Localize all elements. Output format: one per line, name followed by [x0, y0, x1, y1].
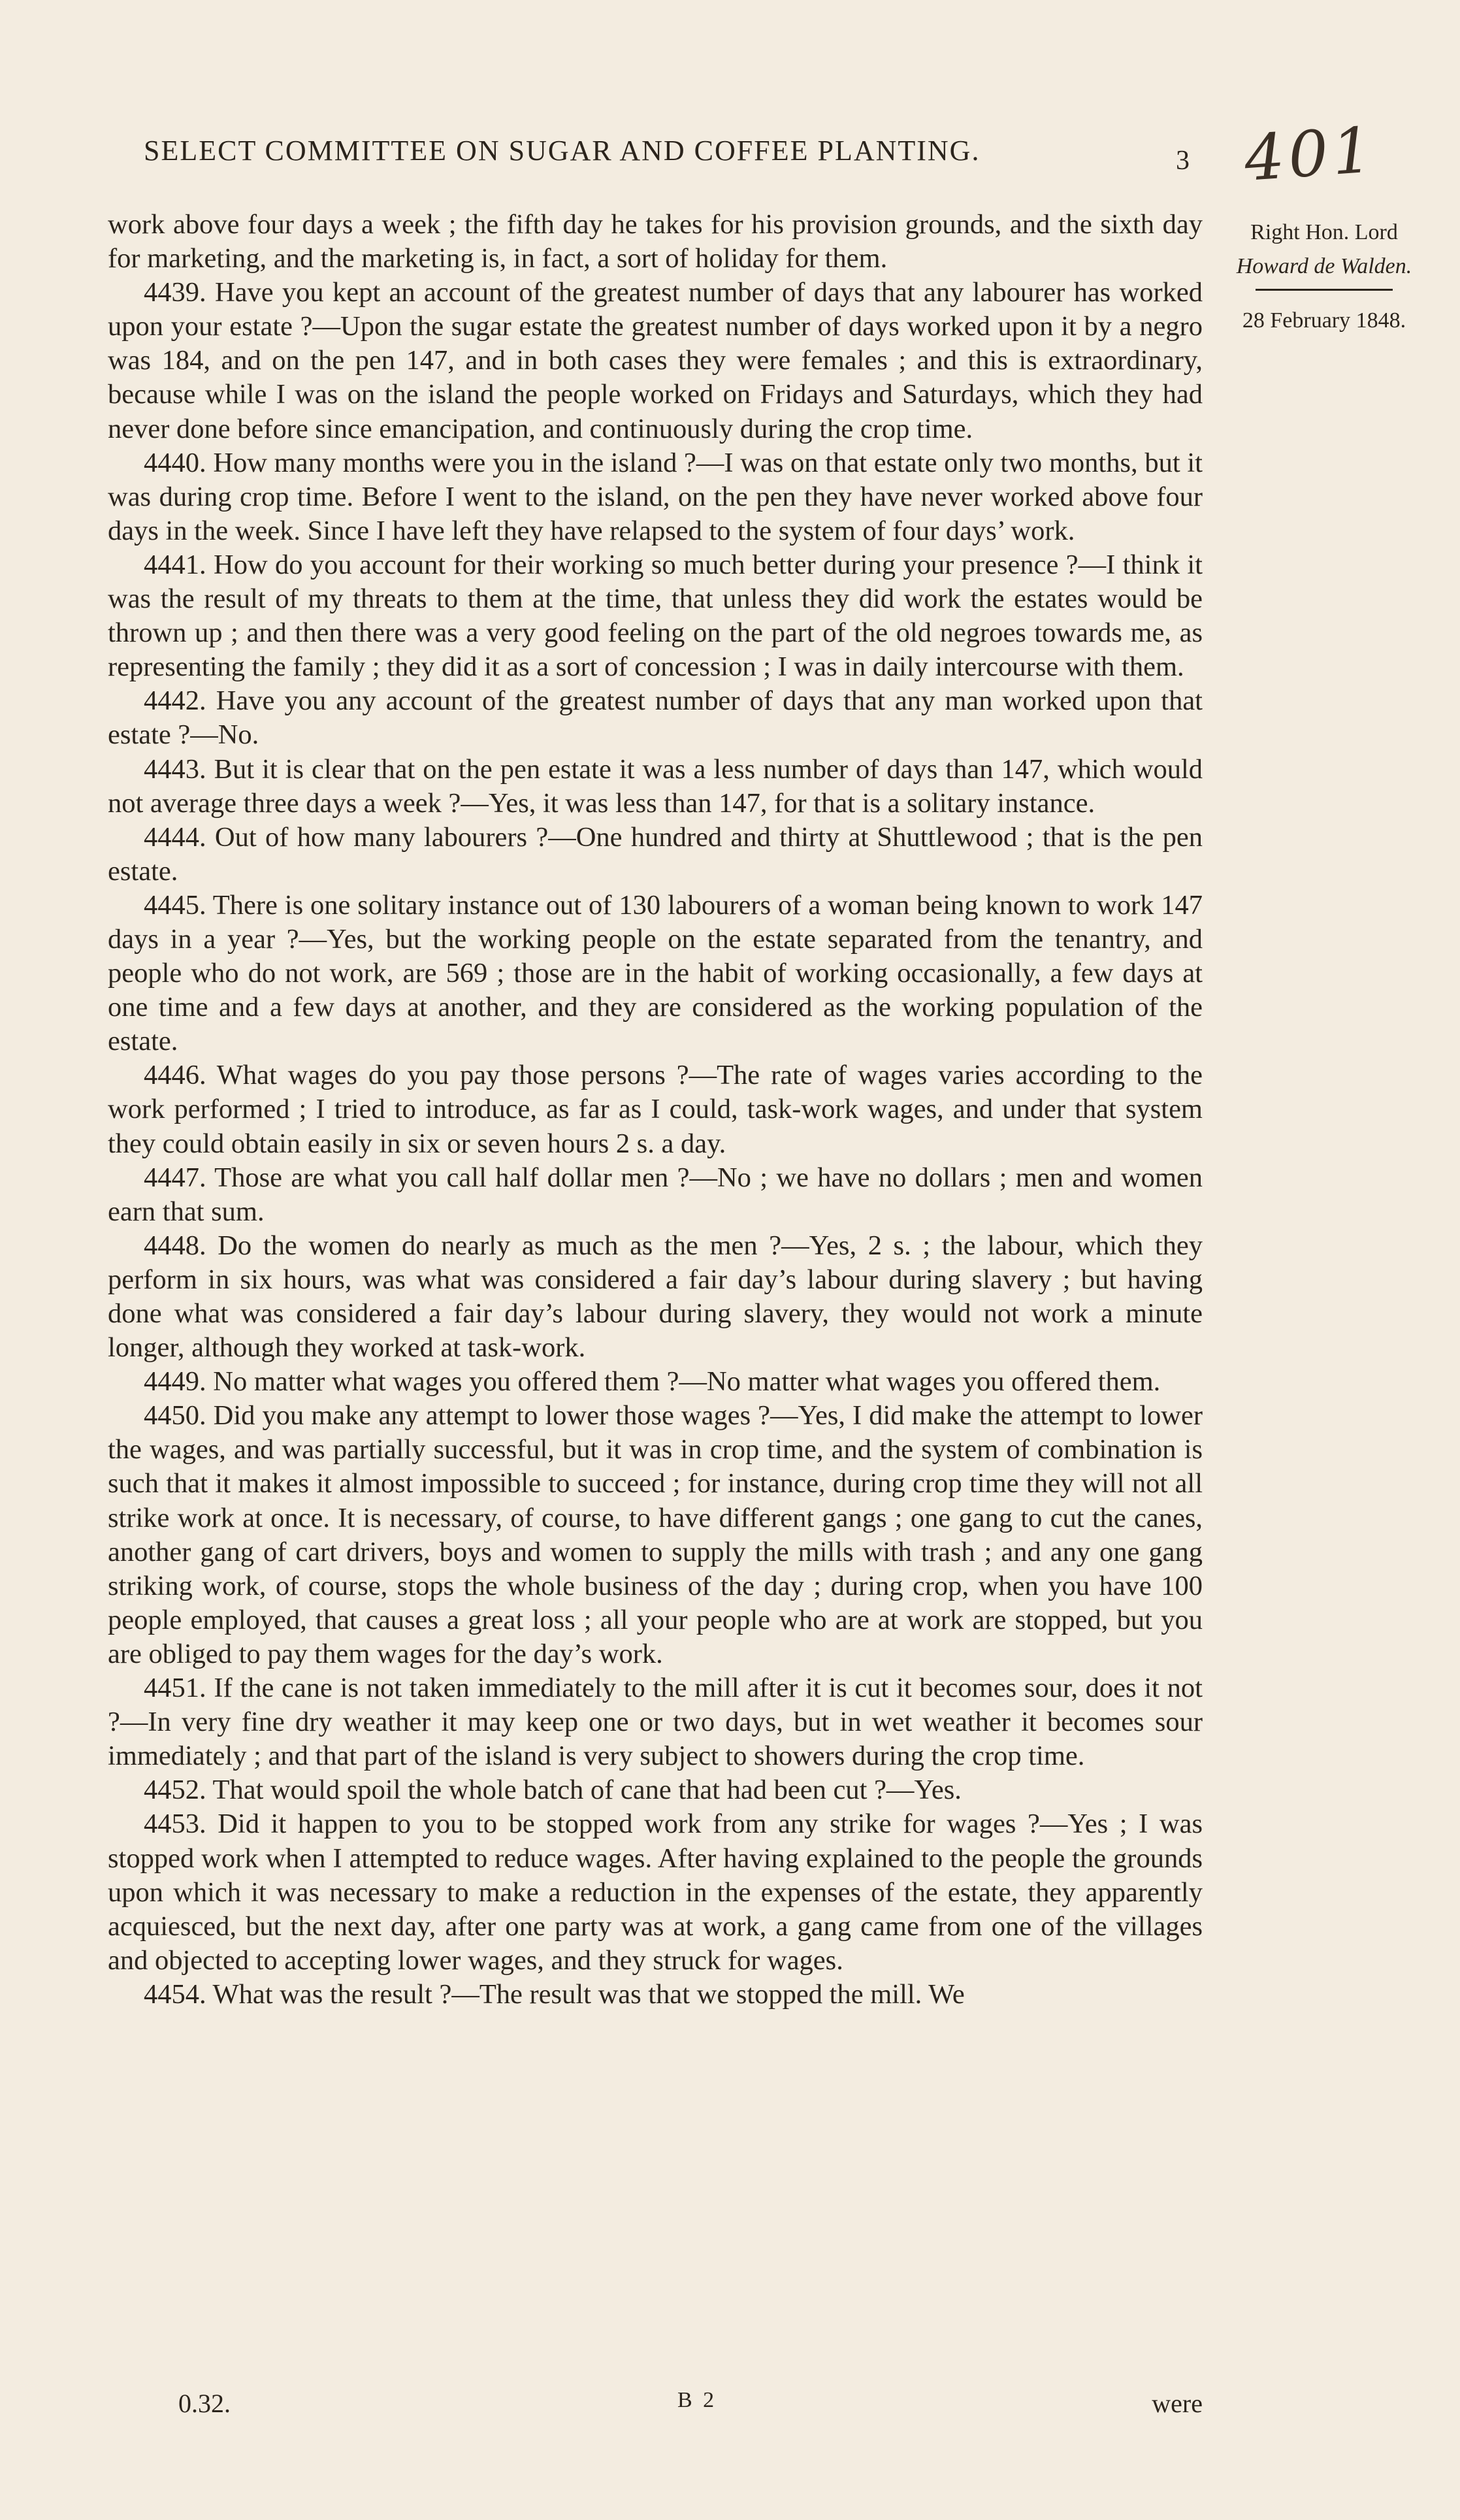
paragraph-4440: 4440. How many months were you in the island ?—I was on that estate only two months, but it was during crop time. Before I went to the island, on the pen they have never worked above four days in the week. Since I have left they have relapsed to the system of four days’ work.	[108, 447, 1203, 546]
evidence-date: 28 February 1848.	[1242, 308, 1406, 333]
signature-mark: B 2	[677, 2388, 717, 2412]
paragraph-4449: 4449. No matter what wages you offered them ?—No matter what wages you offered them.	[144, 1366, 1161, 1398]
paragraph-4453: 4453. Did it happen to you to be stopped work from any strike for wages ?—Yes ; I was stopped work when I attempted to reduce wages. After having explained to the people the grounds upon which it was necessary to make a reduction in the expenses of the estate, they apparently acquiesced, but the next day, after one party was at work, a gang came from one of the villages and objected to accepting lower wages, and they struck for wages.	[108, 1808, 1203, 1976]
page-number: 3	[1176, 146, 1190, 176]
catchword: were	[1152, 2389, 1203, 2418]
paragraph-4442: 4442. Have you any account of the greatest number of days that any man worked upon that estate ?—No.	[108, 685, 1203, 751]
paragraph-4450: 4450. Did you make any attempt to lower those wages ?—Yes, I did make the attempt to lower the wages, and was partially successful, but it was in crop time, and the system of combination is such that it makes it almost impossible to succeed ; for instance, during crop time they will not all strike work at once. It is necessary, of course, to have different gangs ; one gang to cut the canes, another gang of cart drivers, boys and women to supply the mills with trash ; and any one gang striking work, of course, stops the whole business of the day ; during crop, when you have 100 people employed, that causes a great loss ; all your people who are at work are stopped, but you are obliged to pay them wages for the day’s work.	[108, 1400, 1203, 1669]
paragraph-4448: 4448. Do the women do nearly as much as the men ?—Yes, 2 s. ; the labour, which they perform in six hours, was what was considered a fair day’s labour during slavery ; but having done what was considered a fair day’s labour during slavery, they would not work a minute longer, although they worked at task-work.	[108, 1230, 1203, 1364]
paragraph-4439: 4439. Have you kept an account of the greatest number of days that any labourer has worked upon your estate ?—Upon the sugar estate the greatest number of days worked upon it by a negro was 184, and on the pen 147, and in both cases they were females ; and this is extraordinary, because while I was on the island the people worked on Fridays and Saturdays, which they had never done before since emancipation, and continuously during the crop time.	[108, 277, 1203, 444]
margin-note	[1216, 216, 1432, 338]
paragraph-4454: 4454. What was the result ?—The result was that we stopped the mill. We	[144, 1978, 965, 2010]
paragraph-4446: 4446. What wages do you pay those persons ?—The rate of wages varies according to the work performed ; I tried to introduce, as far as I could, task-work wages, and under that system they could obtain easily in six or seven hours 2 s. a day.	[108, 1060, 1203, 1159]
margin-rule	[1256, 289, 1393, 291]
paragraph-4451: 4451. If the cane is not taken immediately to the mill after it is cut it becomes sour, does it not ?—In very fine dry weather it may keep one or two days, but in wet weather it becomes sour immediately ; and that part of the island is very subject to showers during the crop time.	[108, 1673, 1203, 1772]
paragraph-4443: 4443. But it is clear that on the pen estate it was a less number of days than 147, which would not average three days a week ?—Yes, it was less than 147, for that is a solitary instance.	[108, 753, 1203, 819]
handwritten-folio-number: 401	[1242, 113, 1378, 195]
paragraph-4447: 4447. Those are what you call half dollar men ?—No ; we have no dollars ; men and women earn that sum.	[108, 1162, 1203, 1227]
paragraph-4441: 4441. How do you account for their working so much better during your presence ?—I think it was the result of my threats to them at the time, that unless they did work the estates would be thrown up ; and then there was a very good feeling on the part of the old negroes towards me, as representing the family ; they did it as a sort of concession ; I was in daily intercourse with them.	[108, 549, 1203, 683]
paragraph-continuation: work above four days a week ; the fifth day he takes for his provision grounds, and the sixth day for marketing, and the marketing is, in fact, a sort of holiday for them.	[108, 209, 1203, 274]
paragraph-4445: 4445. There is one solitary instance out of 130 labourers of a woman being known to work 147 days in a year ?—Yes, but the working people on the estate separated from the tenantry, and people who do not work, are 569 ; those are in the habit of working occasionally, a few days at one time and a few days at another, and they are considered as the working population of the estate.	[108, 889, 1203, 1057]
footer-reference: 0.32.	[178, 2389, 231, 2418]
running-title: SELECT COMMITTEE ON SUGAR AND COFFEE PLANTING.	[144, 135, 981, 167]
paragraph-4444: 4444. Out of how many labourers ?—One hundred and thirty at Shuttlewood ; that is the pen estate.	[108, 821, 1203, 887]
paragraph-4452: 4452. That would spoil the whole batch of cane that had been cut ?—Yes.	[144, 1775, 962, 1806]
witness-title: Right Hon. Lord	[1250, 220, 1398, 244]
page-footer	[108, 2388, 1203, 2422]
testimony-body	[108, 208, 1203, 2012]
witness-name: Howard de Walden.	[1236, 254, 1412, 278]
